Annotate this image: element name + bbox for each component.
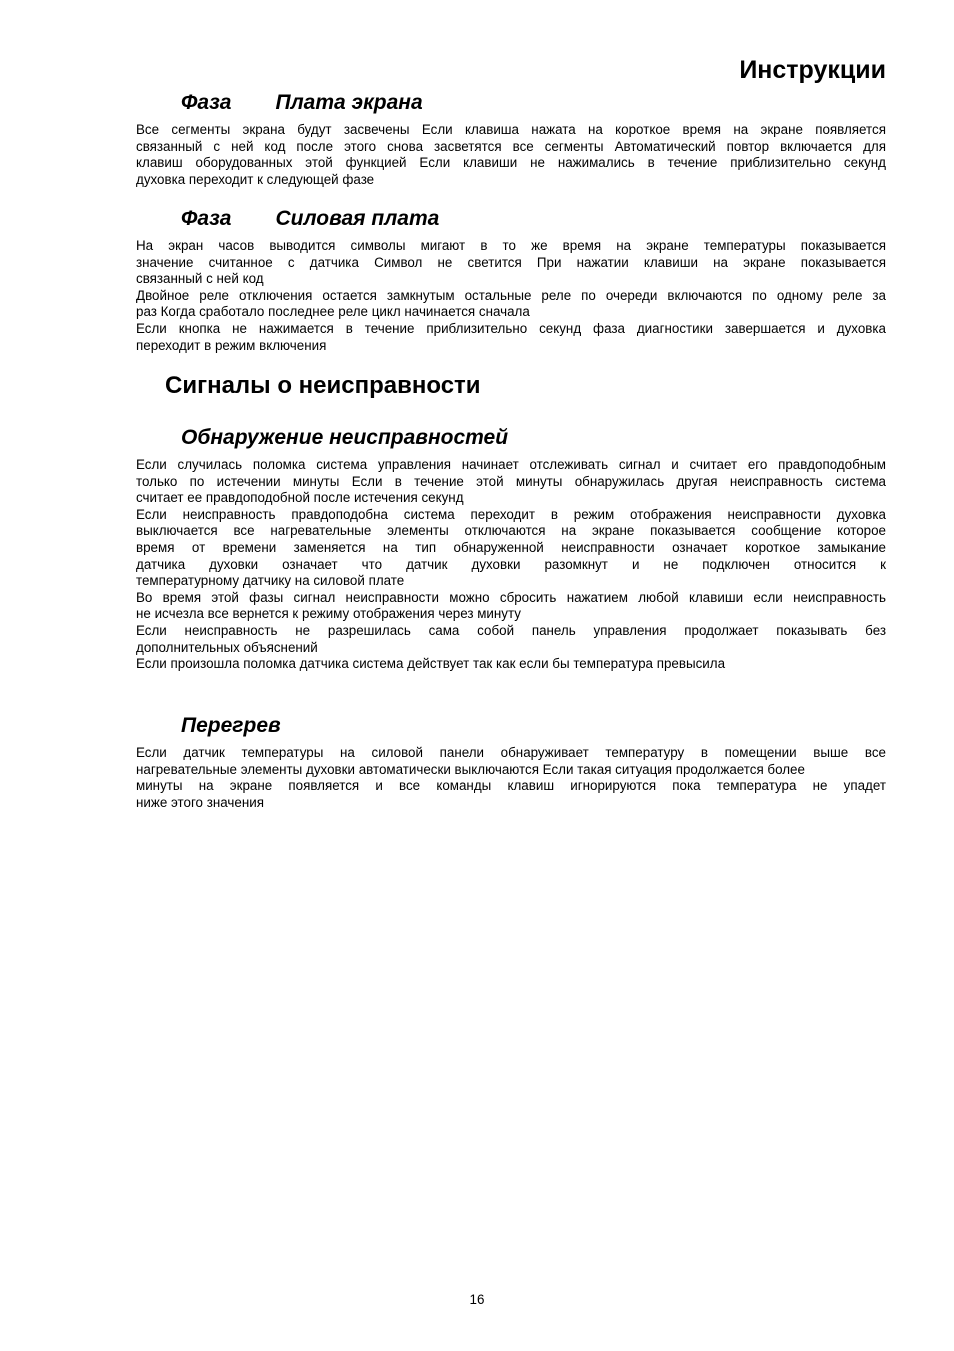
text-line: связанный с ней код после этого снова засветятся все сегменты Автоматический повтор включается для xyxy=(136,138,886,154)
paragraph-fault-detection xyxy=(136,457,886,673)
phase-heading-display-board xyxy=(181,91,423,115)
text-line: духовка переходит к следующей фазе xyxy=(136,171,375,187)
page-number: 16 xyxy=(469,1292,485,1307)
text-line: датчика духовки означает что датчик духовки разомкнут и не подключен относится к xyxy=(136,556,886,572)
phase-title: Плата экрана xyxy=(275,91,423,114)
section-heading-fault-signals: Сигналы о неисправности xyxy=(165,372,481,399)
text-line: температурному датчику на силовой плате xyxy=(136,573,405,589)
text-line: Если неисправность правдоподобна система переходит в режим отображения неисправности духовка xyxy=(136,506,886,522)
phase-label: Фаза xyxy=(181,207,232,230)
subheading-overheating: Перегрев xyxy=(181,714,281,737)
text-line: ниже этого значения xyxy=(136,794,264,810)
text-line: клавиш оборудованных этой функцией Если клавиши не нажимались в течение приблизительно секунд xyxy=(136,155,886,171)
paragraph-power-board xyxy=(136,238,886,354)
text-line: не исчезла все вернется к режиму отображения через минуту xyxy=(136,606,521,622)
text-line: значение считанное с датчика Символ не светится При нажатии клавиши на экране показывается xyxy=(136,254,886,270)
paragraph-display-board xyxy=(136,122,886,188)
page-title: Инструкции xyxy=(739,56,886,84)
text-line: раз Когда сработало последнее реле цикл начинается сначала xyxy=(136,304,530,320)
text-line: Если случилась поломка система управления начинает отслеживать сигнал и считает его правдоподобным xyxy=(136,457,886,472)
phase-label: Фаза xyxy=(181,91,232,114)
paragraph-overheating xyxy=(136,745,886,811)
text-line: дополнительных объяснений xyxy=(136,639,318,655)
text-line: Во время этой фазы сигнал неисправности можно сбросить нажатием любой клавиши если неисправность xyxy=(136,589,886,605)
text-line: Если неисправность не разрешилась сама собой панель управления продолжает показывать без xyxy=(136,622,886,638)
text-line: переходит в режим включения xyxy=(136,337,327,353)
text-line: только по истечении минуты Если в течение этой минуты обнаружилась другая неисправность система xyxy=(136,473,886,489)
text-line: На экран часов выводится символы мигают в то же время на экране температуры показывается xyxy=(136,238,886,253)
text-line: время от времени заменяется на тип обнаруженной неисправности означает короткое замыкание xyxy=(136,539,886,555)
subheading-fault-detection: Обнаружение неисправностей xyxy=(181,426,509,449)
text-line: Если датчик температуры на силовой панели обнаруживает температуру в помещении выше все xyxy=(136,745,886,760)
text-line: Все сегменты экрана будут засвечены Если клавиша нажата на короткое время на экране появляется xyxy=(136,122,886,137)
text-line: Двойное реле отключения остается замкнутым остальные реле по очереди включаются по одному реле за xyxy=(136,287,886,303)
phase-title: Силовая плата xyxy=(275,207,440,230)
text-line: нагревательные элементы духовки автоматически выключаются Если такая ситуация продолжается более xyxy=(136,761,805,777)
phase-heading-power-board xyxy=(181,207,439,231)
text-line: связанный с ней код xyxy=(136,271,264,287)
text-line: выключается все нагревательные элементы отключаются на экране показывается сообщение которое xyxy=(136,523,886,539)
text-line: Если кнопка не нажимается в течение приблизительно секунд фаза диагностики завершается и духовка xyxy=(136,320,886,336)
text-line: минуты на экране появляется и все команды клавиш игнорируются пока температура не упадет xyxy=(136,778,886,794)
text-line: считает ее правдоподобной после истечения секунд xyxy=(136,490,464,506)
text-line: Если произошла поломка датчика система действует так как если бы температура превысила xyxy=(136,656,726,672)
